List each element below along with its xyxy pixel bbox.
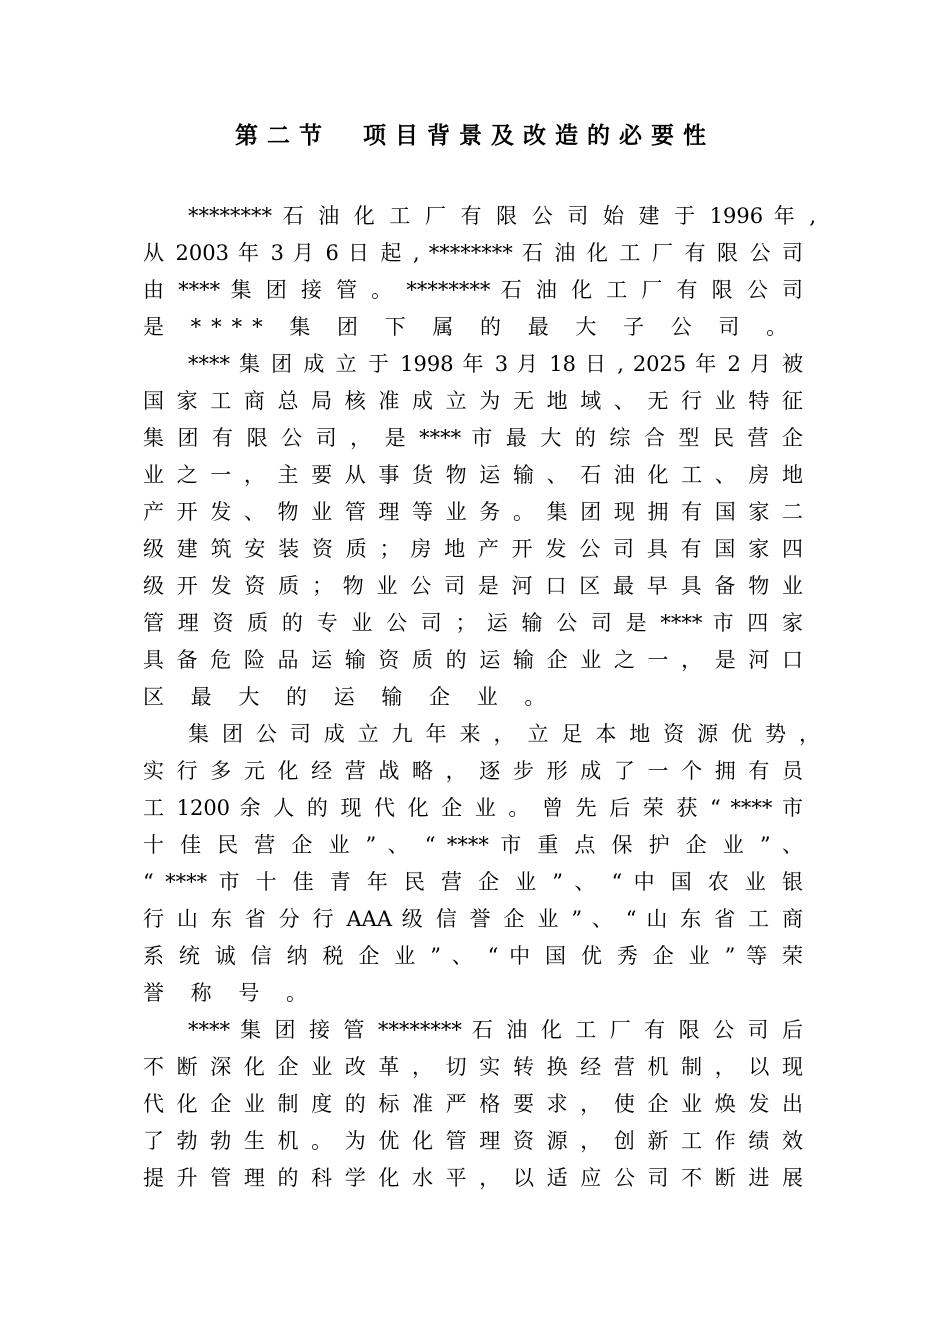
paragraph-2-line-3: 集 团 有 限 公 司 ， 是 **** 市 最 大 的 综 合 型 民 营 企 xyxy=(143,426,803,450)
paragraph-3-line-7: 系 统 诚 信 纳 税 企 业 ” 、 “ 中 国 优 秀 企 业 ” 等 荣 xyxy=(143,944,803,968)
paragraph-3-line-4: 十 佳 民 营 企 业 ” 、 “ **** 市 重 点 保 护 企 业 ” 、 xyxy=(143,833,803,857)
paragraph-1-line-2: 从 2003 年 3 月 6 日 起 , ******** 石 油 化 工 厂 有 限 公 司 xyxy=(143,241,803,265)
paragraph-4-line-4: 了 勃 勃 生 机 。 为 优 化 管 理 资 源 ， 创 新 工 作 绩 效 xyxy=(143,1129,803,1153)
paragraph-3-line-1: 集 团 公 司 成 立 九 年 来 ， 立 足 本 地 资 源 优 势 ， xyxy=(188,722,820,746)
paragraph-2-line-4: 业 之 一 ， 主 要 从 事 货 物 运 输 、 石 油 化 工 、 房 地 xyxy=(143,463,803,487)
paragraph-2-line-7: 级 开 发 资 质 ； 物 业 公 司 是 河 口 区 最 早 具 备 物 业 xyxy=(143,574,803,598)
paragraph-2-line-2: 国 家 工 商 总 局 核 准 成 立 为 无 地 域 、 无 行 业 特 征 xyxy=(143,389,803,413)
paragraph-2-line-5: 产 开 发 、 物 业 管 理 等 业 务 。 集 团 现 拥 有 国 家 二 xyxy=(143,500,803,524)
paragraph-3-line-6: 行 山 东 省 分 行 AAA 级 信 誉 企 业 ” 、 “ 山 东 省 工 商 xyxy=(143,907,803,931)
paragraph-2-line-6: 级 建 筑 安 装 资 质 ； 房 地 产 开 发 公 司 具 有 国 家 四 xyxy=(143,537,803,561)
paragraph-2-line-1: **** 集 团 成 立 于 1998 年 3 月 18 日 , 2025 年 2 月 被 xyxy=(188,352,803,376)
paragraph-2-line-9: 具 备 危 险 品 运 输 资 质 的 运 输 企 业 之 一 ， 是 河 口 xyxy=(143,648,803,672)
paragraph-4-line-2: 不 断 深 化 企 业 改 革 ， 切 实 转 换 经 营 机 制 ， 以 现 xyxy=(143,1055,803,1079)
paragraph-3-line-5: “ **** 市 十 佳 青 年 民 营 企 业 ” 、 “ 中 国 农 业 银 xyxy=(143,870,803,894)
paragraph-3-line-2: 实 行 多 元 化 经 营 战 略 ， 逐 步 形 成 了 一 个 拥 有 员 xyxy=(143,759,803,783)
paragraph-1-line-3: 由 **** 集 团 接 管 。 ******** 石 油 化 工 厂 有 限 公 司 xyxy=(143,278,803,302)
paragraph-3-line-3: 工 1200 余 人 的 现 代 化 企 业 。 曾 先 后 荣 获 “ **** 市 xyxy=(143,796,803,820)
paragraph-2-line-10: 区 最 大 的 运 输 企 业 。 xyxy=(143,685,556,709)
paragraph-4-line-5: 提 升 管 理 的 科 学 化 水 平 ， 以 适 应 公 司 不 断 进 展 xyxy=(143,1166,803,1190)
paragraph-3-line-8: 誉 称 号 。 xyxy=(143,981,318,1005)
paragraph-1-line-1: ******** 石 油 化 工 厂 有 限 公 司 始 建 于 1996 年 , xyxy=(188,204,816,228)
paragraph-4-line-3: 代 化 企 业 制 度 的 标 准 严 格 要 求 ， 使 企 业 焕 发 出 xyxy=(143,1092,803,1116)
section-title: 第二节 项目背景及改造的必要性 xyxy=(235,123,715,149)
paragraph-4-line-1: **** 集 团 接 管 ******** 石 油 化 工 厂 有 限 公 司 后 xyxy=(188,1018,803,1042)
paragraph-1-line-4: 是 **** 集 团 下 属 的 最 大 子 公 司 。 xyxy=(143,315,798,339)
paragraph-2-line-8: 管 理 资 质 的 专 业 公 司 ； 运 输 公 司 是 **** 市 四 家 xyxy=(143,611,803,635)
